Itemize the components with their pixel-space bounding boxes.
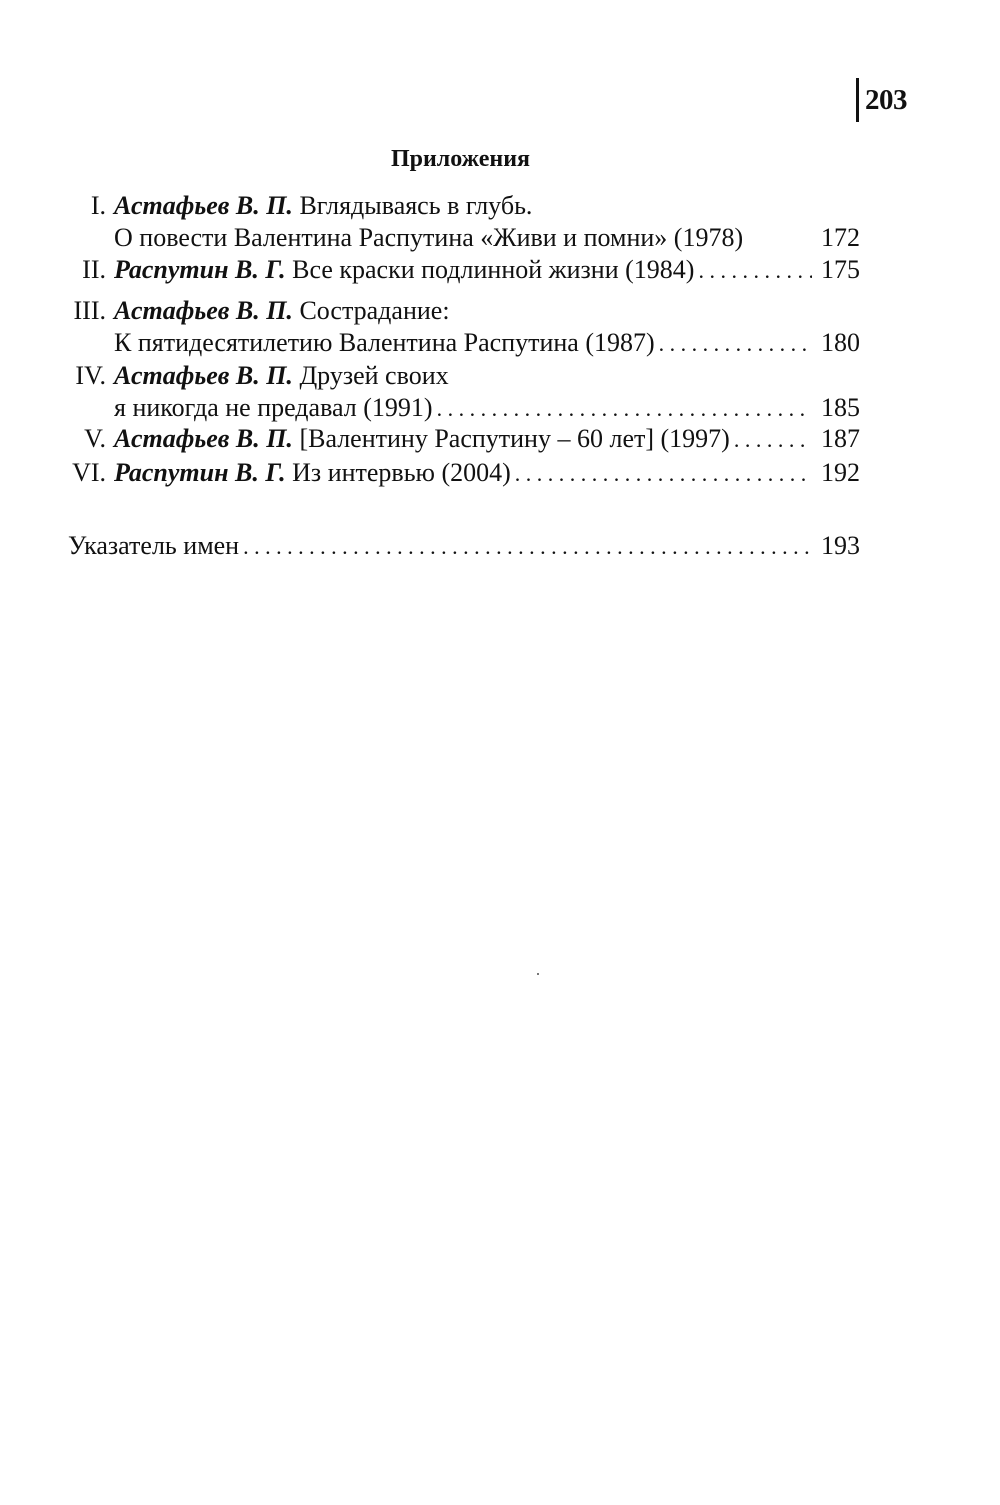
toc-entry-index[interactable] [68,530,860,563]
entry-title: Сострадание: [299,296,450,325]
entry-author: Астафьев В. П. [114,191,293,220]
toc-entry-5[interactable] [60,423,860,456]
entry-author: Астафьев В. П. [114,424,293,453]
entry-number: VI. [72,458,106,487]
entry-page: 192 [821,458,860,487]
toc-entry-3[interactable] [60,295,860,360]
entry-page: 185 [821,393,860,422]
entry-number: II. [82,255,106,284]
toc-entry-4[interactable] [60,360,860,425]
entry-title: Друзей своих [299,361,449,390]
dot-leader [734,424,812,456]
entry-number: I. [90,191,106,220]
entry-title: [Валентину Распутину – 60 лет] (1997) [299,424,730,453]
entry-author: Распутин В. Г. [114,458,286,487]
entry-number: V. [84,424,106,453]
toc-entry-6[interactable] [60,457,860,490]
entry-page: 172 [821,223,860,252]
entry-title: Из интервью (2004) [292,458,511,487]
dot-leader [437,393,812,425]
print-speck [537,973,539,975]
entry-author: Распутин В. Г. [114,255,286,284]
dot-leader [243,531,812,563]
dot-leader [698,255,812,287]
dot-leader [659,328,812,360]
entry-title-continued: К пятидесятилетию Валентина Распутина (1987) [114,328,655,357]
toc-entry-2[interactable] [60,254,860,287]
index-label: Указатель имен [68,531,240,560]
entry-page: 187 [821,424,860,453]
entry-title: Вглядываясь в глубь. [299,191,533,220]
entry-title: Все краски подлинной жизни (1984) [292,255,695,284]
toc-entry-1[interactable] [60,190,860,254]
entry-page: 175 [821,255,860,284]
entry-number: IV. [75,361,106,390]
entry-title-continued: я никогда не предавал (1991) [114,393,433,422]
dot-leader [515,458,812,490]
entry-author: Астафьев В. П. [114,361,293,390]
page-number: 203 [865,83,907,116]
entry-number: III. [73,296,106,325]
entry-author: Астафьев В. П. [114,296,293,325]
section-title: Приложения [390,146,531,172]
entry-page: 180 [821,328,860,357]
page-number-marker [856,78,907,122]
index-page: 193 [821,531,860,560]
entry-title-continued: О повести Валентина Распутина «Живи и помни» (1978) [114,223,744,252]
